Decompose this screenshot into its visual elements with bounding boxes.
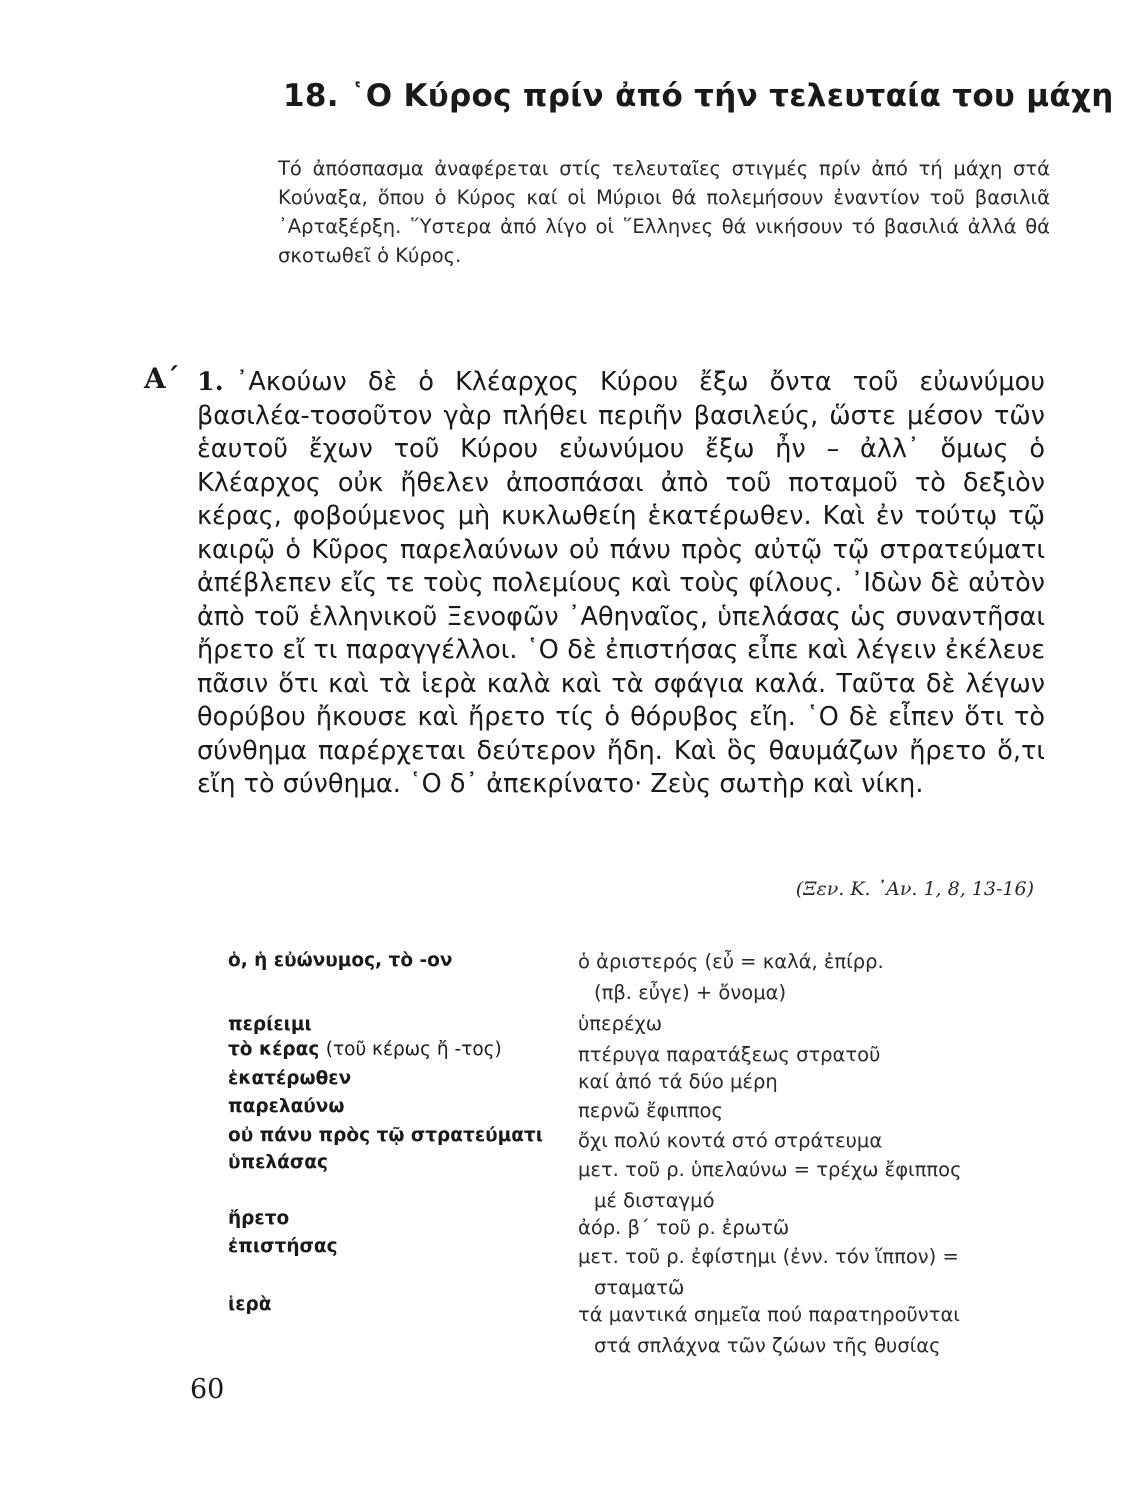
glossary-term: ἱερὰ bbox=[228, 1294, 272, 1315]
glossary-definition: ὑπερέχω bbox=[578, 1012, 663, 1035]
paragraph-number: 1. bbox=[197, 367, 224, 397]
glossary-term: περίειμι bbox=[228, 1014, 312, 1035]
ancient-greek-passage bbox=[197, 366, 1045, 802]
glossary-definition: ἀόρ. β΄ τοῦ ρ. ἐρωτῶ bbox=[578, 1216, 790, 1239]
glossary-definition: πτέρυγα παρατάξεως στρατοῦ bbox=[578, 1043, 881, 1066]
glossary-term: οὐ πάνυ πρὸς τῷ στρατεύματι bbox=[228, 1125, 543, 1146]
glossary-term: παρελαύνω bbox=[228, 1096, 345, 1117]
chapter-title: 18. ῾Ο Κύρος πρίν ἀπό τήν τελευταία του μάχη bbox=[283, 78, 1114, 114]
glossary-definition: περνῶ ἔφιππος bbox=[578, 1099, 723, 1122]
glossary-definition: καί ἀπό τά δύο μέρη bbox=[578, 1070, 778, 1093]
intro-paragraph: Τό ἀπόσπασμα ἀναφέρεται στίς τελευταῖες στιγμές πρίν ἀπό τή μάχη στά Κούναξα, ὅπου ὁ Κύρος καί οἱ Μύριοι θά πολεμήσουν ἐναντίον τοῦ βασιλιᾶ ᾿Αρταξέρξη. ῞Υστερα ἀπό λίγο οἱ ῞Ελληνες θά νικήσουν τό βασιλιά ἀλλά θά σκοτωθεῖ ὁ Κύρος. bbox=[278, 157, 1050, 267]
glossary-term: ὁ, ἡ εὐώνυμος, τὸ -ον bbox=[228, 950, 453, 971]
glossary-definition: μετ. τοῦ ρ. ἐφίστημι (ἐνν. τόν ἵππον) = σταματῶ bbox=[578, 1245, 959, 1299]
glossary-definition: μετ. τοῦ ρ. ὑπελαύνω = τρέχω ἔφιππος μέ δισταγμό bbox=[578, 1158, 962, 1212]
glossary-definition: ὁ ἀριστερός (εὖ = καλά, ἐπίρρ. (πβ. εὖγε) + ὄνομα) bbox=[578, 950, 884, 1004]
glossary-definition: τά μαντικά σημεῖα πού παρατηροῦνται στά σπλάχνα τῶν ζώων τῆς θυσίας bbox=[578, 1303, 960, 1357]
source-citation: (Ξεν. Κ. ᾿Αν. 1, 8, 13-16) bbox=[795, 878, 1034, 900]
glossary-term: ἐπιστήσας bbox=[228, 1236, 338, 1257]
glossary-term: ἑκατέρωθεν bbox=[228, 1068, 352, 1089]
page-number: 60 bbox=[190, 1374, 225, 1405]
glossary-definition: ὄχι πολύ κοντά στό στράτευμα bbox=[578, 1129, 883, 1152]
glossary-term: ὑπελάσας bbox=[228, 1152, 328, 1173]
section-label: Α΄ bbox=[144, 362, 180, 395]
glossary-term: τὸ κέρας (τοῦ κέρως ἤ -τος) bbox=[228, 1039, 502, 1060]
passage-text: ᾿Ακούων δὲ ὁ Κλέαρχος Κύρου ἔξω ὄντα τοῦ εὐωνύμου βασιλέα-τοσοῦτον γὰρ πλήθει περιῆν βασιλεύς, ὥστε μέσον τῶν ἑαυτοῦ ἔχων τοῦ Κύρου εὐωνύμου ἔξω ἦν – ἀλλ᾿ ὅμως ὁ Κλέαρχος οὐκ ἤθελεν ἀποσπάσαι ἀπὸ τοῦ ποταμοῦ τὸ δεξιὸν κέρας, φοβούμενος μὴ κυκλωθείη ἑκατέρωθεν. Καὶ ἐν τούτῳ τῷ καιρῷ ὁ Κῦρος παρελαύνων οὐ πάνυ πρὸς αὐτῷ τῷ στρατεύματι ἀπέβλεπεν εἴς τε τοὺς πολεμίους καὶ τοὺς φίλους. ᾿Ιδὼν δὲ αὐτὸν ἀπὸ τοῦ ἑλληνικοῦ Ξενοφῶν ᾿Αθηναῖος, ὑπελάσας ὡς συναντῆσαι ἤρετο εἴ τι παραγγέλλοι. ῾Ο δὲ ἐπιστήσας εἶπε καὶ λέγειν ἐκέλευε πᾶσιν ὅτι καὶ τὰ ἱερὰ καλὰ καὶ τὰ σφάγια καλά. Ταῦτα δὲ λέγων θορύβου ἤκουσε καὶ ἤρετο τίς ὁ θόρυβος εἴη. ῾Ο δὲ εἶπεν ὅτι τὸ σύνθημα παρέρχεται δεύτερον ἤδη. Καὶ ὃς θαυμάζων ἤρετο ὅ,τι εἴη τὸ σύνθημα. ῾Ο δ᾿ ἀπεκρίνατο· Ζεὺς σωτὴρ καὶ νίκη. bbox=[197, 367, 1045, 799]
glossary-term: ἤρετο bbox=[228, 1208, 290, 1229]
